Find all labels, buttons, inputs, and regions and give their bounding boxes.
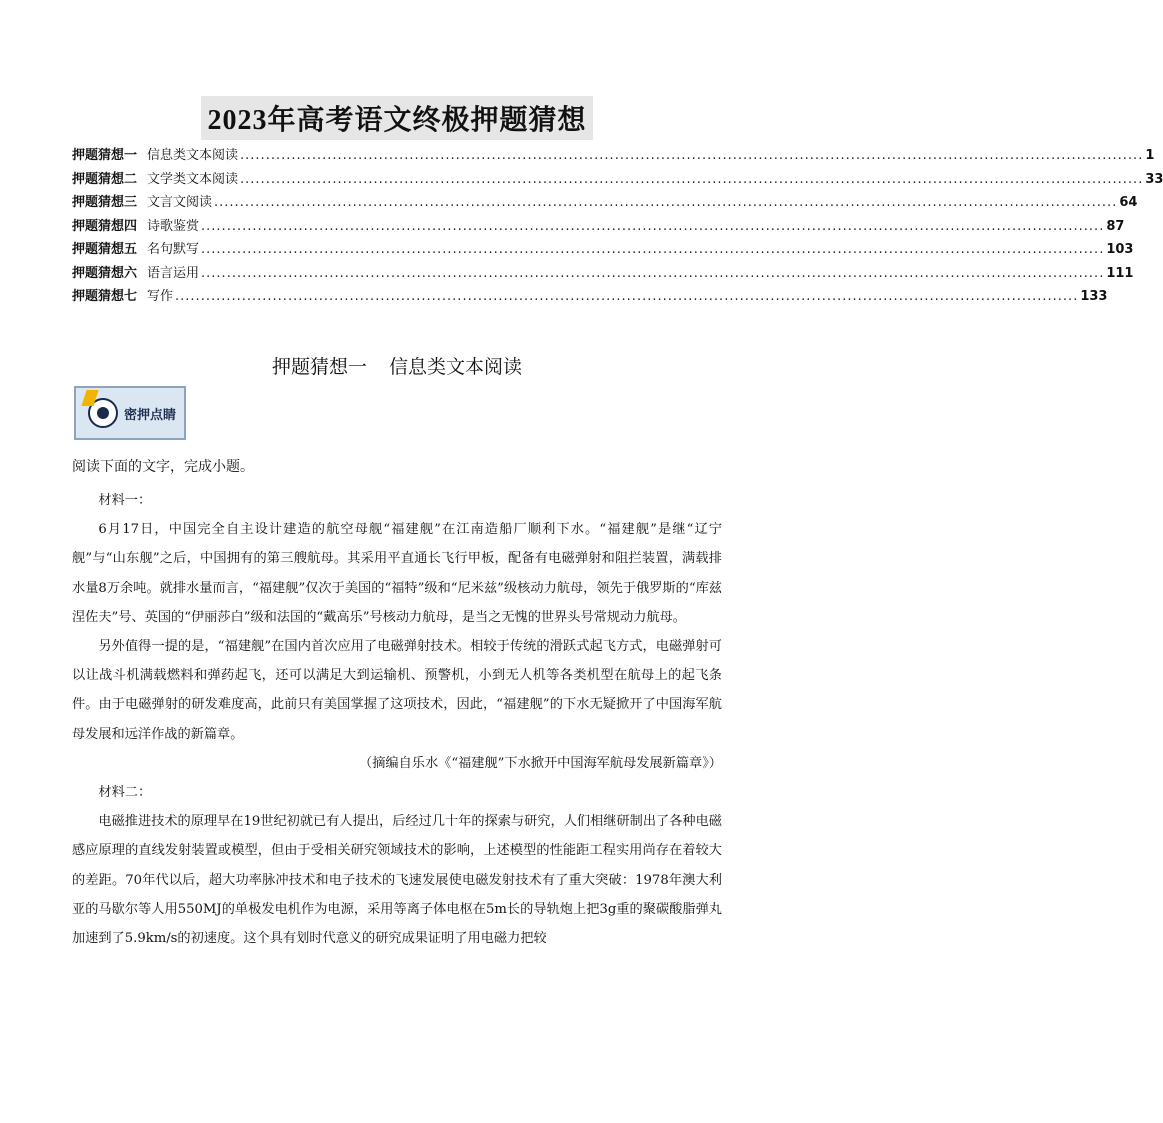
toc-entry-title: 写作 — [147, 289, 174, 304]
badge-label: 密押点睛 — [124, 407, 177, 423]
toc-entry[interactable] — [72, 168, 1163, 192]
reading-instruction: 阅读下面的文字，完成小题。 — [72, 459, 254, 475]
toc-entry-label: 押题猜想五 — [72, 242, 138, 257]
title-text: 年高考语文终极押题猜想 — [267, 103, 587, 136]
toc-entry-title: 信息类文本阅读 — [147, 148, 239, 163]
toc-entry[interactable] — [72, 238, 1134, 262]
toc-entry-title: 文学类文本阅读 — [147, 171, 239, 187]
toc-entry-page: 111 — [1106, 265, 1134, 281]
toc-entry-title: 诗歌鉴赏 — [147, 218, 200, 234]
toc-entry-label: 押题猜想二 — [72, 171, 138, 187]
toc-entry[interactable] — [72, 215, 1125, 239]
section-title: 信息类文本阅读 — [389, 356, 523, 378]
target-icon — [88, 398, 118, 428]
paragraph: 6月17日，中国完全自主设计建造的航空母舰“福建舰”在江南造船厂顺利下水。“福建舰”是继“辽宁舰”与“山东舰”之后，中国拥有的第三艘航母。其采用平直通长飞行甲板，配备有电磁弹射和阻拦装置，满载排水量8万余吨。就排水量而言，“福建舰”仅次于美国的“福特”级和“尼米兹”级核动力航母，领先于俄罗斯的“库兹涅佐夫”号、英国的“伊丽莎白”级和法国的“戴高乐”号核动力航母，是当之无愧的世界头号常规动力航母。 — [72, 522, 722, 625]
title-year: 2023 — [207, 105, 268, 136]
toc-leader-dots: ................................................................................................................................................................................ — [201, 242, 1105, 257]
toc-leader-dots: ................................................................................................................................................................................ — [214, 195, 1118, 210]
toc-entry-title: 名句默写 — [147, 242, 200, 257]
toc-leader-dots: ................................................................................................................................................................................ — [201, 218, 1105, 234]
toc-entry-title: 语言运用 — [147, 265, 200, 281]
document-title — [201, 96, 592, 140]
toc-entry-page: 33 — [1145, 171, 1163, 187]
toc-entry[interactable] — [72, 262, 1134, 286]
tips-badge — [74, 386, 186, 440]
toc-leader-dots: ................................................................................................................................................................................ — [240, 171, 1144, 187]
paragraph: 电磁推进技术的原理早在19世纪初就已有人提出，后经过几十年的探索与研究，人们相继研制出了各种电磁感应原理的直线发射装置或模型，但由于受相关研究领域技术的影响，上述模型的性能距工程实用尚存在着较大的差距。70年代以后，超大功率脉冲技术和电子技术的飞速发展使电磁发射技术有了重大突破：1978年澳大利亚的马歇尔等人用550MJ的单极发电机作为电源，采用等离子体电枢在5m长的导轨炮上把3g重的聚碳酸脂弹丸加速到了5.9km/s的初速度。这个具有划时代意义的研究成果证明了用电磁力把较 — [72, 814, 722, 947]
toc-entry-page: 87 — [1106, 218, 1125, 234]
table-of-contents — [72, 144, 1163, 309]
section-label: 押题猜想一 — [271, 356, 367, 378]
toc-entry-label: 押题猜想三 — [72, 195, 138, 210]
toc-entry[interactable] — [72, 191, 1138, 215]
paragraph: 另外值得一提的是，“福建舰”在国内首次应用了电磁弹射技术。相较于传统的滑跃式起飞方式，电磁弹射可以让战斗机满载燃料和弹药起飞，还可以满足大到运输机、预警机，小到无人机等各类机型在航母上的起飞条件。由于电磁弹射的研发难度高，此前只有美国掌握了这项技术，因此，“福建舰”的下水无疑掀开了中国海军航母发展和远洋作战的新篇章。 — [72, 639, 722, 742]
toc-entry-page: 64 — [1119, 195, 1138, 210]
toc-leader-dots: ................................................................................................................................................................................ — [175, 289, 1079, 304]
toc-leader-dots: ................................................................................................................................................................................ — [201, 265, 1105, 281]
reading-material — [72, 486, 722, 953]
document-title-wrap — [0, 96, 794, 140]
toc-entry-page: 133 — [1080, 289, 1108, 304]
toc-entry-label: 押题猜想六 — [72, 265, 138, 281]
material-label: 材料二： — [98, 785, 152, 801]
toc-entry[interactable] — [72, 285, 1108, 309]
toc-entry-label: 押题猜想一 — [72, 148, 138, 163]
lightning-icon — [81, 390, 98, 406]
toc-entry-title: 文言文阅读 — [147, 195, 213, 210]
toc-entry-page: 1 — [1145, 148, 1155, 163]
toc-entry[interactable] — [72, 144, 1155, 168]
source-citation: （摘编自乐水《“福建舰”下水掀开中国海军航母发展新篇章》） — [359, 755, 722, 771]
toc-entry-label: 押题猜想七 — [72, 289, 138, 304]
toc-entry-label: 押题猜想四 — [72, 218, 138, 234]
material-label: 材料一： — [98, 493, 152, 508]
toc-leader-dots: ................................................................................................................................................................................ — [240, 148, 1144, 163]
section-heading — [0, 352, 794, 379]
toc-entry-page: 103 — [1106, 242, 1134, 257]
